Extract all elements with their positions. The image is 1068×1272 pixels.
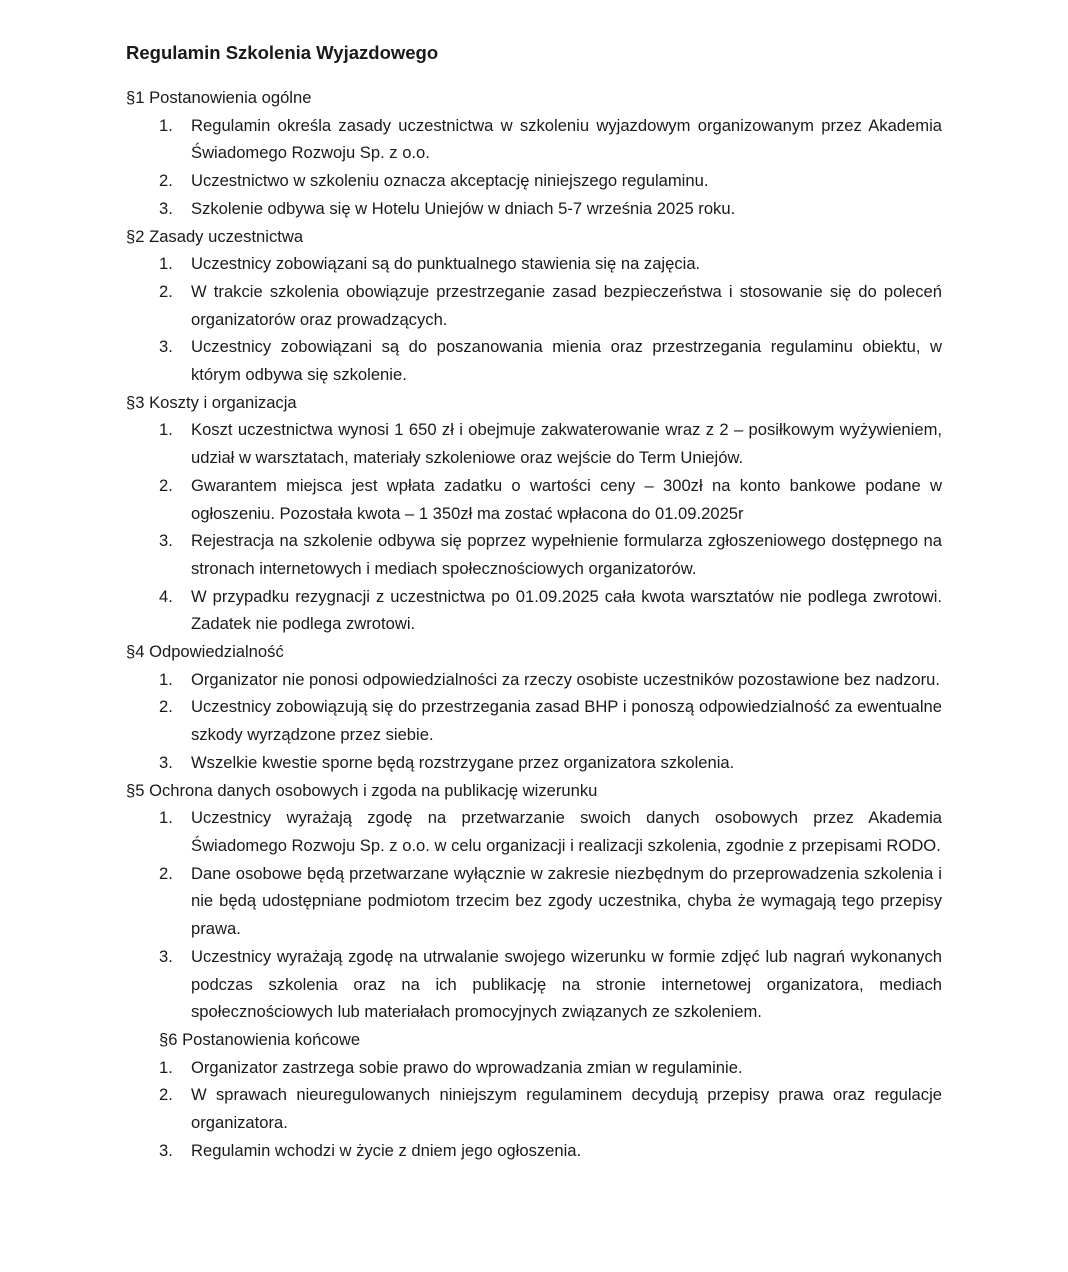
section-list bbox=[126, 804, 942, 1026]
list-item: 3. Uczestnicy wyrażają zgodę na utrwalanie swojego wizerunku w formie zdjęć lub nagrań wykonanych podczas szkolenia oraz na ich publikację na stronie internetowej organizatora, mediach społecznościowych lub materiałach promocyjnych związanych ze szkoleniem. bbox=[159, 946, 942, 1022]
section-3 bbox=[126, 389, 942, 638]
list-item: 2. Dane osobowe będą przetwarzane wyłącznie w zakresie niezbędnym do przeprowadzenia szkolenia i nie będą udostępniane podmiotom trzecim bez zgody uczestnika, chyba że wymagają tego przepisy prawa. bbox=[159, 863, 942, 939]
list-item-text: Koszt uczestnictwa wynosi 1 650 zł i obejmuje zakwaterowanie wraz z 2 – posiłkowym wyżywieniem, udział w warsztatach, materiały szkoleniowe oraz wejście do Term Uniejów. bbox=[191, 420, 942, 468]
list-item-text: Uczestnicy zobowiązani są do punktualnego stawienia się na zajęcia. bbox=[191, 254, 701, 274]
list-item: 3. Rejestracja na szkolenie odbywa się poprzez wypełnienie formularza zgłoszeniowego dostępnego na stronach internetowych i mediach społecznościowych organizatorów. bbox=[159, 531, 942, 578]
section-6 bbox=[126, 1026, 942, 1165]
section-heading: §4 Odpowiedzialność bbox=[126, 642, 284, 662]
section-list bbox=[126, 250, 942, 389]
list-item-text: Uczestnictwo w szkoleniu oznacza akceptację niniejszego regulaminu. bbox=[191, 171, 709, 191]
section-list bbox=[126, 1054, 942, 1165]
section-list bbox=[126, 666, 942, 777]
list-item-text: Uczestnicy zobowiązują się do przestrzegania zasad BHP i ponoszą odpowiedzialność za ewentualne szkody wyrządzone przez siebie. bbox=[191, 697, 942, 745]
list-item: 2. Uczestnictwo w szkoleniu oznacza akceptację niniejszego regulaminu. bbox=[159, 171, 709, 191]
list-item: 1. Organizator zastrzega sobie prawo do wprowadzania zmian w regulaminie. bbox=[159, 1057, 743, 1077]
list-item-text: Dane osobowe będą przetwarzane wyłącznie w zakresie niezbędnym do przeprowadzenia szkolenia i nie będą udostępniane podmiotom trzecim bez zgody uczestnika, chyba że wymagają tego przepisy prawa. bbox=[191, 863, 942, 939]
list-item: 1. Uczestnicy zobowiązani są do punktualnego stawienia się na zajęcia. bbox=[159, 254, 701, 274]
list-item: 4. W przypadku rezygnacji z uczestnictwa po 01.09.2025 cała kwota warsztatów nie podlega zwrotowi. Zadatek nie podlega zwrotowi. bbox=[159, 586, 942, 634]
section-heading: §2 Zasady uczestnictwa bbox=[126, 226, 304, 246]
list-item: 3. Szkolenie odbywa się w Hotelu Uniejów w dniach 5-7 września 2025 roku. bbox=[159, 198, 736, 218]
list-item-text: Gwarantem miejsca jest wpłata zadatku o wartości ceny – 300zł na konto bankowe podane w ogłoszeniu. Pozostała kwota – 1 350zł ma zostać wpłacona do 01.09.2025r bbox=[191, 475, 942, 523]
list-item-text: Organizator zastrzega sobie prawo do wprowadzania zmian w regulaminie. bbox=[191, 1057, 743, 1077]
list-item: 3. Uczestnicy zobowiązani są do poszanowania mienia oraz przestrzegania regulaminu obiektu, w którym odbywa się szkolenie. bbox=[159, 337, 942, 385]
list-item: 2. Uczestnicy zobowiązują się do przestrzegania zasad BHP i ponoszą odpowiedzialność za ewentualne szkody wyrządzone przez siebie. bbox=[159, 697, 942, 745]
list-item-text: Szkolenie odbywa się w Hotelu Uniejów w dniach 5-7 września 2025 roku. bbox=[191, 198, 736, 218]
list-item-text: W przypadku rezygnacji z uczestnictwa po 01.09.2025 cała kwota warsztatów nie podlega zwrotowi. Zadatek nie podlega zwrotowi. bbox=[191, 586, 942, 634]
list-item: 1. Koszt uczestnictwa wynosi 1 650 zł i obejmuje zakwaterowanie wraz z 2 – posiłkowym wyżywieniem, udział w warsztatach, materiały szkoleniowe oraz wejście do Term Uniejów. bbox=[159, 420, 942, 468]
list-item-text: Uczestnicy wyrażają zgodę na przetwarzanie swoich danych osobowych przez Akademia Świadomego Rozwoju Sp. z o.o. w celu organizacji i realizacji szkolenia, zgodnie z przepisami RODO. bbox=[191, 808, 942, 855]
section-1 bbox=[126, 84, 942, 223]
list-item: 2. W sprawach nieuregulowanych niniejszym regulaminem decydują przepisy prawa oraz regulacje organizatora. bbox=[159, 1085, 942, 1133]
section-heading: §3 Koszty i organizacja bbox=[126, 392, 297, 412]
section-list bbox=[126, 112, 942, 223]
list-item-text: Uczestnicy zobowiązani są do poszanowania mienia oraz przestrzegania regulaminu obiektu, w którym odbywa się szkolenie. bbox=[191, 337, 942, 385]
list-item: 3. Regulamin wchodzi w życie z dniem jego ogłoszenia. bbox=[159, 1140, 582, 1160]
section-list bbox=[126, 416, 942, 638]
list-item-text: Wszelkie kwestie sporne będą rozstrzygane przez organizatora szkolenia. bbox=[191, 752, 735, 772]
section-heading: §1 Postanowienia ogólne bbox=[126, 88, 312, 107]
list-item-text: Regulamin określa zasady uczestnictwa w szkoleniu wyjazdowym organizowanym przez Akademia Świadomego Rozwoju Sp. z o.o. bbox=[191, 115, 942, 163]
document-body bbox=[126, 84, 942, 1164]
list-item-text: Rejestracja na szkolenie odbywa się poprzez wypełnienie formularza zgłoszeniowego dostępnego na stronach internetowych i mediach społecznościowych organizatorów. bbox=[191, 531, 942, 578]
section-heading: §5 Ochrona danych osobowych i zgoda na publikację wizerunku bbox=[126, 780, 598, 800]
list-item-text: Organizator nie ponosi odpowiedzialności za rzeczy osobiste uczestników pozostawione bez nadzoru. bbox=[191, 669, 940, 689]
list-item: 2. Gwarantem miejsca jest wpłata zadatku o wartości ceny – 300zł na konto bankowe podane w ogłoszeniu. Pozostała kwota – 1 350zł ma zostać wpłacona do 01.09.2025r bbox=[159, 475, 942, 523]
list-item: 2. W trakcie szkolenia obowiązuje przestrzeganie zasad bezpieczeństwa i stosowanie się do poleceń organizatorów oraz prowadzących. bbox=[159, 281, 942, 329]
list-item-text: W sprawach nieuregulowanych niniejszym regulaminem decydują przepisy prawa oraz regulacje organizatora. bbox=[191, 1085, 942, 1133]
section-heading: §6 Postanowienia końcowe bbox=[159, 1029, 361, 1049]
list-item: 3. Wszelkie kwestie sporne będą rozstrzygane przez organizatora szkolenia. bbox=[159, 752, 735, 772]
section-2 bbox=[126, 223, 942, 389]
section-5 bbox=[126, 777, 942, 1026]
section-4 bbox=[126, 638, 942, 777]
list-item-text: Uczestnicy wyrażają zgodę na utrwalanie swojego wizerunku w formie zdjęć lub nagrań wykonanych podczas szkolenia oraz na ich publikację na stronie internetowej organizatora, mediach społecznościowych lub materiałach promocyjnych związanych ze szkoleniem. bbox=[191, 946, 942, 1022]
list-item-text: W trakcie szkolenia obowiązuje przestrzeganie zasad bezpieczeństwa i stosowanie się do poleceń organizatorów oraz prowadzących. bbox=[191, 281, 942, 329]
document-title: Regulamin Szkolenia Wyjazdowego bbox=[126, 42, 439, 63]
list-item-text: Regulamin wchodzi w życie z dniem jego ogłoszenia. bbox=[191, 1140, 582, 1160]
list-item: 1. Uczestnicy wyrażają zgodę na przetwarzanie swoich danych osobowych przez Akademia Świadomego Rozwoju Sp. z o.o. w celu organizacji i realizacji szkolenia, zgodnie z przepisami RODO. bbox=[159, 808, 942, 855]
list-item: 1. Regulamin określa zasady uczestnictwa w szkoleniu wyjazdowym organizowanym przez Akademia Świadomego Rozwoju Sp. z o.o. bbox=[159, 115, 942, 163]
list-item: 1. Organizator nie ponosi odpowiedzialności za rzeczy osobiste uczestników pozostawione bez nadzoru. bbox=[159, 669, 940, 689]
